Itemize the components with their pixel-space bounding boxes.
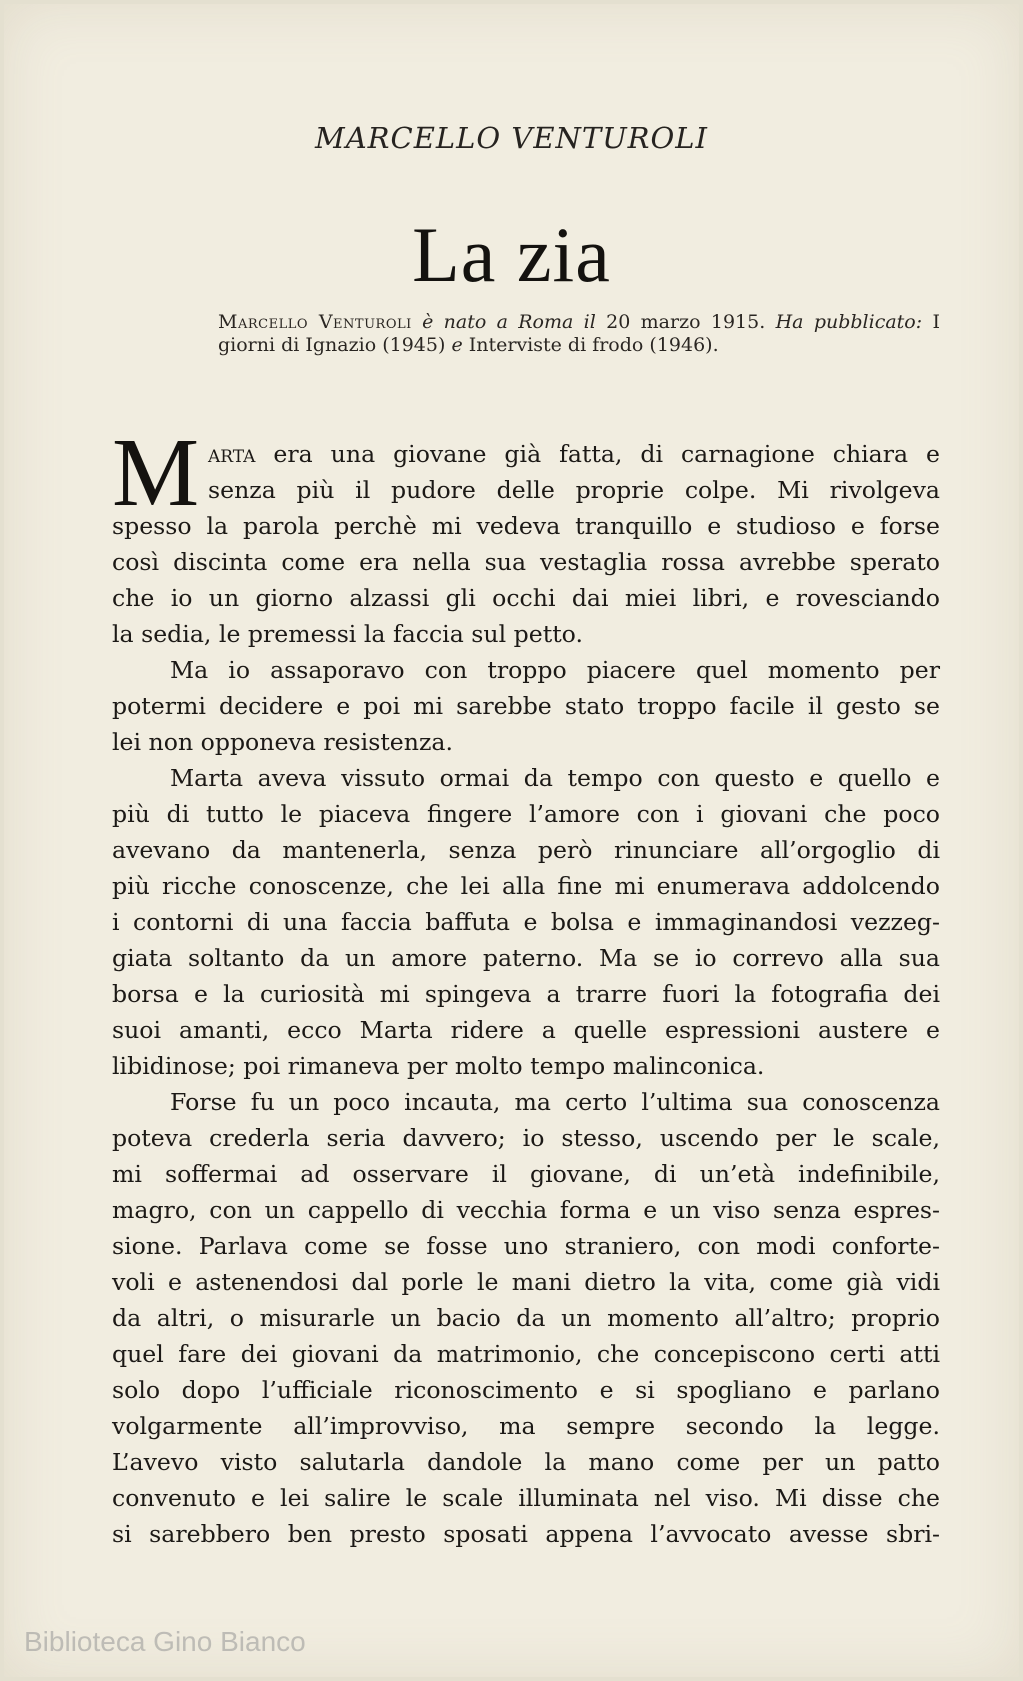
text-line: mi soffermai ad osservare il giovane, di un’età indefinibile, xyxy=(112,1160,940,1188)
text-line: libidinose; poi rimaneva per molto tempo malinconica. xyxy=(112,1052,765,1080)
text-line: L’avevo visto salutarla dandole la mano come per un patto xyxy=(112,1448,940,1476)
drop-cap: M xyxy=(112,419,200,527)
text-line: suoi amanti, ecco Marta ridere a quelle espressioni austere e xyxy=(112,1016,940,1044)
text-line: più di tutto le piaceva fingere l’amore con i giovani che poco xyxy=(112,800,940,828)
text-line: sione. Parlava come se fosse uno straniero, con modi conforte- xyxy=(112,1232,940,1260)
text-line: giata soltanto da un amore paterno. Ma se io correvo alla sua xyxy=(112,944,940,972)
text-line: solo dopo l’ufficiale riconoscimento e si spogliano e parlano xyxy=(112,1376,940,1404)
text-line: spesso la parola perchè mi vedeva tranquillo e studioso e forse xyxy=(112,512,940,540)
bio-born-text: è nato a Roma il xyxy=(422,311,596,333)
bio-book-1-year: (1945) xyxy=(382,334,446,356)
story-body xyxy=(112,419,941,1552)
text-line: quel fare dei giovani da matrimonio, che concepiscono certi atti xyxy=(112,1340,940,1368)
text-line: potermi decidere e poi mi sarebbe stato troppo facile il gesto se xyxy=(112,692,940,720)
bio-born-date: 20 marzo xyxy=(606,311,701,333)
text-line: da altri, o misurarle un bacio da un momento all’altro; proprio xyxy=(112,1304,940,1332)
text-line: lei non opponeva resistenza. xyxy=(112,728,453,756)
text-line: poteva crederla seria davvero; io stesso, uscendo per le scale, xyxy=(112,1124,940,1152)
text-line: Forse fu un poco incauta, ma certo l’ultima sua conoscenza xyxy=(170,1088,940,1116)
bio-published-label: Ha pubblicato: xyxy=(775,311,923,333)
text-line: magro, con un cappello di vecchia forma e un viso senza espres- xyxy=(112,1196,940,1224)
text-line: Ma io assaporavo con troppo piacere quel momento per xyxy=(170,656,940,684)
text-line: che io un giorno alzassi gli occhi dai miei libri, e rovesciando xyxy=(112,584,940,612)
library-watermark: Biblioteca Gino Bianco xyxy=(24,1626,306,1657)
text-line: voli e astenendosi dal porle le mani dietro la vita, come già vidi xyxy=(112,1268,940,1296)
text-line: borsa e la curiosità mi spingeva a trarre fuori la fotografia dei xyxy=(112,980,940,1008)
text-line: la sedia, le premessi la faccia sul petto. xyxy=(112,620,583,648)
bio-book-2: Interviste di frodo xyxy=(468,334,644,356)
text-line: arta era una giovane già fatta, di carnagione chiara e xyxy=(208,440,941,468)
text-line: Marta aveva vissuto ormai da tempo con questo e quello e xyxy=(170,764,940,792)
first-word-rest: arta xyxy=(208,440,256,468)
author-bio xyxy=(218,311,940,357)
bio-born-year: 1915. xyxy=(710,311,766,333)
text-line: più ricche conoscenze, che lei alla fine mi enumerava addolcendo xyxy=(112,872,940,900)
text-line: i contorni di una faccia baffuta e bolsa e immaginandosi vezzeg- xyxy=(112,908,940,936)
bio-book-1: I giorni di Ignazio xyxy=(218,311,940,356)
bio-conjunction: e xyxy=(451,334,463,356)
book-page xyxy=(4,4,1019,1677)
text-line: convenuto e lei salire le scale illuminata nel viso. Mi disse che xyxy=(112,1484,940,1512)
bio-book-2-year: (1946). xyxy=(649,334,719,356)
text-line: si sarebbero ben presto sposati appena l’avvocato avesse sbri- xyxy=(112,1520,940,1548)
author-heading: MARCELLO VENTUROLI xyxy=(315,121,708,155)
text-line: senza più il pudore delle proprie colpe. Mi rivolgeva xyxy=(208,476,940,504)
text-line: così discinta come era nella sua vestaglia rossa avrebbe sperato xyxy=(112,548,940,576)
bio-author-name: Marcello Venturoli xyxy=(218,311,412,333)
text-line: volgarmente all’improvviso, ma sempre secondo la legge. xyxy=(112,1412,940,1440)
story-title: La zia xyxy=(412,211,611,298)
text-line: avevano da mantenerla, senza però rinunciare all’orgoglio di xyxy=(112,836,940,864)
